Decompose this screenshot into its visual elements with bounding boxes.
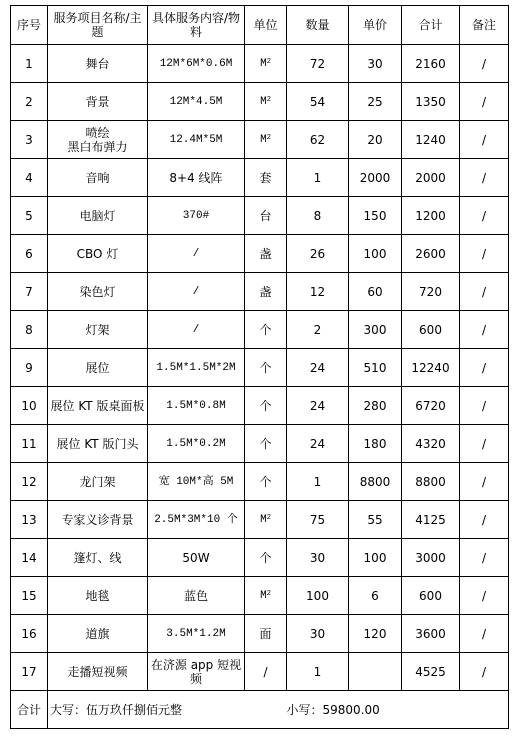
cell-price: 8800 [349,463,402,501]
unit-superscript: 2 [266,513,271,522]
cell-sum: 600 [402,311,460,349]
cell-detail: 1.5M*0.2M [148,425,245,463]
cell-no: 12 [11,463,48,501]
cell-unit: 个 [245,425,287,463]
cell-item: 专家义诊背景 [48,501,148,539]
table-row [11,387,509,425]
cell-price: 300 [349,311,402,349]
table-row [11,159,509,197]
cell-sum: 720 [402,273,460,311]
cell-detail: / [148,273,245,311]
cell-note: / [460,349,509,387]
total-small: 小写：59800.00 [287,691,509,729]
unit-superscript: 2 [266,57,271,66]
cell-sum: 2160 [402,45,460,83]
cell-unit: 个 [245,387,287,425]
cell-qty: 1 [287,159,349,197]
table-row [11,615,509,653]
cell-unit: $M^2$ [245,577,287,615]
cell-detail: 宽 10M*高 5M [148,463,245,501]
cell-item: 走播短视频 [48,653,148,691]
cell-item: 展位 KT 版桌面板 [48,387,148,425]
cell-sum: 1240 [402,121,460,159]
table-body [11,6,509,729]
header-detail: 具体服务内容/物料 [148,6,245,45]
cell-no: 15 [11,577,48,615]
cell-sum: 4320 [402,425,460,463]
table-row [11,235,509,273]
table-row [11,83,509,121]
cell-detail: 蓝色 [148,577,245,615]
cell-price: 60 [349,273,402,311]
header-qty: 数量 [287,6,349,45]
cell-note: / [460,311,509,349]
cell-item: 灯架 [48,311,148,349]
quotation-table [10,5,509,729]
cell-no: 9 [11,349,48,387]
cell-detail: / [148,311,245,349]
cell-qty: 24 [287,425,349,463]
cell-sum: 4525 [402,653,460,691]
cell-unit: 套 [245,159,287,197]
cell-no: 1 [11,45,48,83]
cell-note: / [460,159,509,197]
cell-qty: 24 [287,349,349,387]
cell-detail: 8+4 线阵 [148,159,245,197]
cell-qty: 26 [287,235,349,273]
table-row [11,539,509,577]
cell-qty: 8 [287,197,349,235]
cell-note: / [460,197,509,235]
cell-price: 120 [349,615,402,653]
cell-no: 11 [11,425,48,463]
cell-sum: 1200 [402,197,460,235]
cell-note: / [460,615,509,653]
cell-sum: 6720 [402,387,460,425]
cell-price: 100 [349,235,402,273]
cell-item: 地毯 [48,577,148,615]
cell-item: 染色灯 [48,273,148,311]
cell-price: 280 [349,387,402,425]
cell-unit: 台 [245,197,287,235]
table-row [11,653,509,691]
cell-no: 5 [11,197,48,235]
cell-price: 25 [349,83,402,121]
cell-sum: 12240 [402,349,460,387]
cell-unit: 个 [245,349,287,387]
cell-sum: 4125 [402,501,460,539]
cell-price: 100 [349,539,402,577]
header-unit: 单位 [245,6,287,45]
cell-item: 篷灯、线 [48,539,148,577]
cell-qty: 1 [287,653,349,691]
cell-no: 14 [11,539,48,577]
cell-price: 510 [349,349,402,387]
cell-unit: / [245,653,287,691]
cell-qty: 62 [287,121,349,159]
cell-no: 7 [11,273,48,311]
table-row [11,197,509,235]
cell-unit: $M^2$ [245,501,287,539]
cell-item: 电脑灯 [48,197,148,235]
cell-price: 20 [349,121,402,159]
header-price: 单价 [349,6,402,45]
cell-price: 2000 [349,159,402,197]
table-row [11,501,509,539]
cell-item: 道旗 [48,615,148,653]
cell-price: 30 [349,45,402,83]
cell-sum: 3000 [402,539,460,577]
cell-qty: 100 [287,577,349,615]
cell-no: 3 [11,121,48,159]
cell-detail: 3.5M*1.2M [148,615,245,653]
table-row [11,463,509,501]
cell-unit: 面 [245,615,287,653]
cell-item: 背景 [48,83,148,121]
cell-note: / [460,653,509,691]
cell-sum: 2600 [402,235,460,273]
cell-item: 展位 [48,349,148,387]
cell-no: 6 [11,235,48,273]
cell-detail: 50W [148,539,245,577]
cell-qty: 30 [287,615,349,653]
cell-note: / [460,425,509,463]
quotation-sheet [10,5,508,729]
unit-superscript: 2 [266,133,271,142]
cell-sum: 8800 [402,463,460,501]
cell-qty: 24 [287,387,349,425]
header-item: 服务项目名称/主题 [48,6,148,45]
cell-unit: 盏 [245,273,287,311]
cell-qty: 1 [287,463,349,501]
cell-note: / [460,463,509,501]
cell-price: 150 [349,197,402,235]
cell-qty: 72 [287,45,349,83]
cell-note: / [460,83,509,121]
cell-unit: $M^2$ [245,45,287,83]
table-row [11,311,509,349]
unit-superscript: 2 [266,589,271,598]
unit-superscript: 2 [266,95,271,104]
table-row [11,45,509,83]
total-label: 合计 [11,691,48,729]
cell-unit: 盏 [245,235,287,273]
cell-qty: 54 [287,83,349,121]
cell-note: / [460,539,509,577]
cell-note: / [460,501,509,539]
cell-no: 4 [11,159,48,197]
cell-no: 17 [11,653,48,691]
cell-item: 音响 [48,159,148,197]
cell-item: 展位 KT 版门头 [48,425,148,463]
cell-detail: / [148,235,245,273]
cell-detail: 12M*4.5M [148,83,245,121]
cell-detail: 在济源 app 短视频 [148,653,245,691]
table-row [11,577,509,615]
cell-note: / [460,45,509,83]
cell-detail: 2.5M*3M*10 个 [148,501,245,539]
cell-sum: 600 [402,577,460,615]
cell-detail: 12.4M*5M [148,121,245,159]
cell-detail: 12M*6M*0.6M [148,45,245,83]
cell-sum: 3600 [402,615,460,653]
total-capital: 大写：伍万玖仟捌佰元整 [48,691,287,729]
cell-unit: 个 [245,311,287,349]
cell-no: 16 [11,615,48,653]
cell-note: / [460,577,509,615]
header-sum: 合计 [402,6,460,45]
cell-unit: $M^2$ [245,83,287,121]
cell-item: 喷绘 黑白布弹力 [48,121,148,159]
cell-unit: 个 [245,539,287,577]
header-note: 备注 [460,6,509,45]
cell-note: / [460,273,509,311]
cell-no: 13 [11,501,48,539]
cell-no: 10 [11,387,48,425]
header-no: 序号 [11,6,48,45]
cell-detail: 1.5M*1.5M*2M [148,349,245,387]
cell-qty: 12 [287,273,349,311]
cell-qty: 2 [287,311,349,349]
cell-qty: 30 [287,539,349,577]
cell-sum: 2000 [402,159,460,197]
cell-detail: 370# [148,197,245,235]
cell-item: CBO 灯 [48,235,148,273]
cell-price: 6 [349,577,402,615]
cell-note: / [460,235,509,273]
table-row [11,349,509,387]
cell-price: 180 [349,425,402,463]
cell-qty: 75 [287,501,349,539]
total-row [11,691,509,729]
table-row [11,121,509,159]
header-row [11,6,509,45]
cell-note: / [460,121,509,159]
cell-detail: 1.5M*0.8M [148,387,245,425]
cell-no: 2 [11,83,48,121]
cell-price [349,653,402,691]
cell-item: 舞台 [48,45,148,83]
cell-unit: $M^2$ [245,121,287,159]
cell-sum: 1350 [402,83,460,121]
cell-price: 55 [349,501,402,539]
cell-no: 8 [11,311,48,349]
cell-note: / [460,387,509,425]
cell-unit: 个 [245,463,287,501]
table-row [11,425,509,463]
table-row [11,273,509,311]
cell-item: 龙门架 [48,463,148,501]
